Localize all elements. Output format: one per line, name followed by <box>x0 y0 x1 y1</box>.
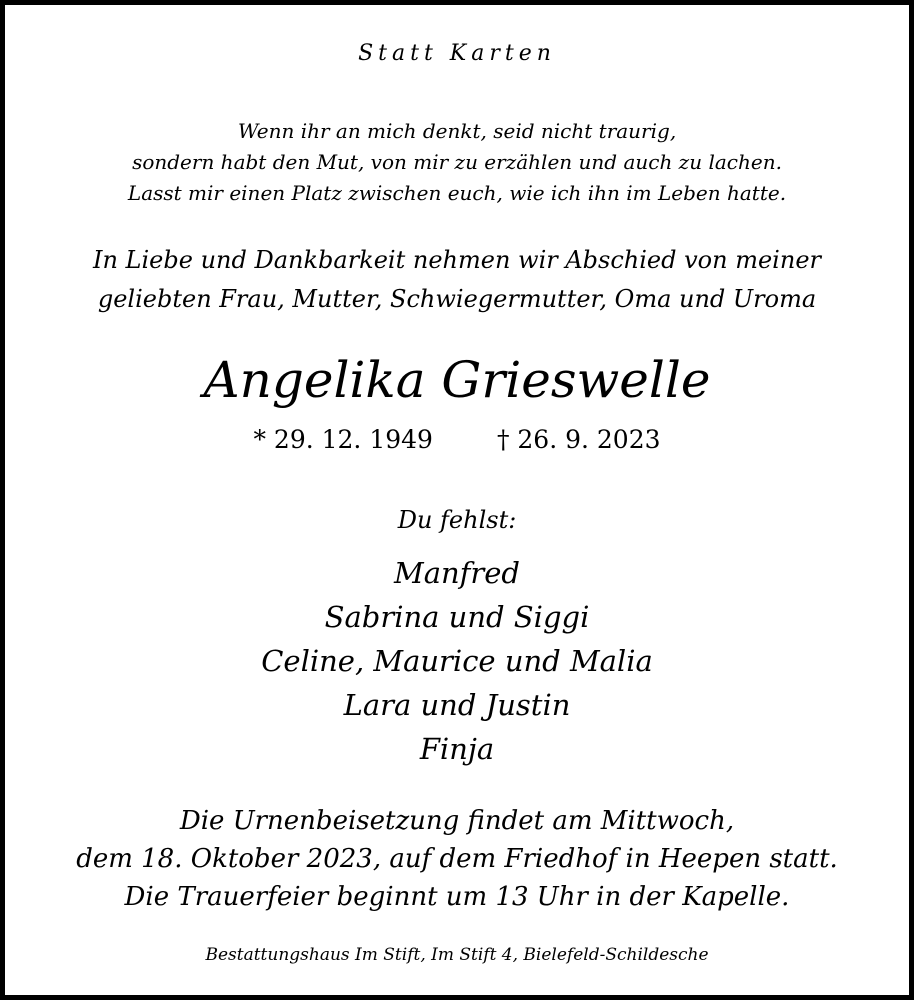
mourner-name: Celine, Maurice und Malia <box>261 644 653 678</box>
life-dates <box>5 427 909 452</box>
deceased-name: Angelika Grieswelle <box>203 351 711 409</box>
poem-line-3: Lasst mir einen Platz zwischen euch, wie ich ihn im Leben hatte. <box>127 181 787 205</box>
poem-line-1: Wenn ihr an mich denkt, seid nicht traurig, <box>237 119 677 143</box>
funeral-home-footer: Bestattungshaus Im Stift, Im Stift 4, Bielefeld-Schildesche <box>205 945 709 965</box>
intro-line-2: geliebten Frau, Mutter, Schwiegermutter, Oma und Uroma <box>97 285 817 313</box>
mourners-heading: Du fehlst: <box>397 506 517 534</box>
mourner-name: Sabrina und Siggi <box>324 600 590 634</box>
ceremony-line-3: Die Trauerfeier beginnt um 13 Uhr in der Kapelle. <box>124 882 790 912</box>
poem-line-2: sondern habt den Mut, von mir zu erzählen und auch zu lachen. <box>132 150 782 174</box>
statt-karten-header: Statt Karten <box>358 41 556 66</box>
mourner-name: Manfred <box>394 556 520 590</box>
birth-date: * 29. 12. 1949 <box>253 425 433 454</box>
mourner-name: Finja <box>419 732 495 766</box>
death-date: † 26. 9. 2023 <box>496 425 661 454</box>
ceremony-line-2: dem 18. Oktober 2023, auf dem Friedhof in Heepen statt. <box>76 844 838 874</box>
ceremony-line-1: Die Urnenbeisetzung findet am Mittwoch, <box>179 806 735 836</box>
mourner-name: Lara und Justin <box>343 688 571 722</box>
intro-line-1: In Liebe und Dankbarkeit nehmen wir Abschied von meiner <box>92 246 821 274</box>
